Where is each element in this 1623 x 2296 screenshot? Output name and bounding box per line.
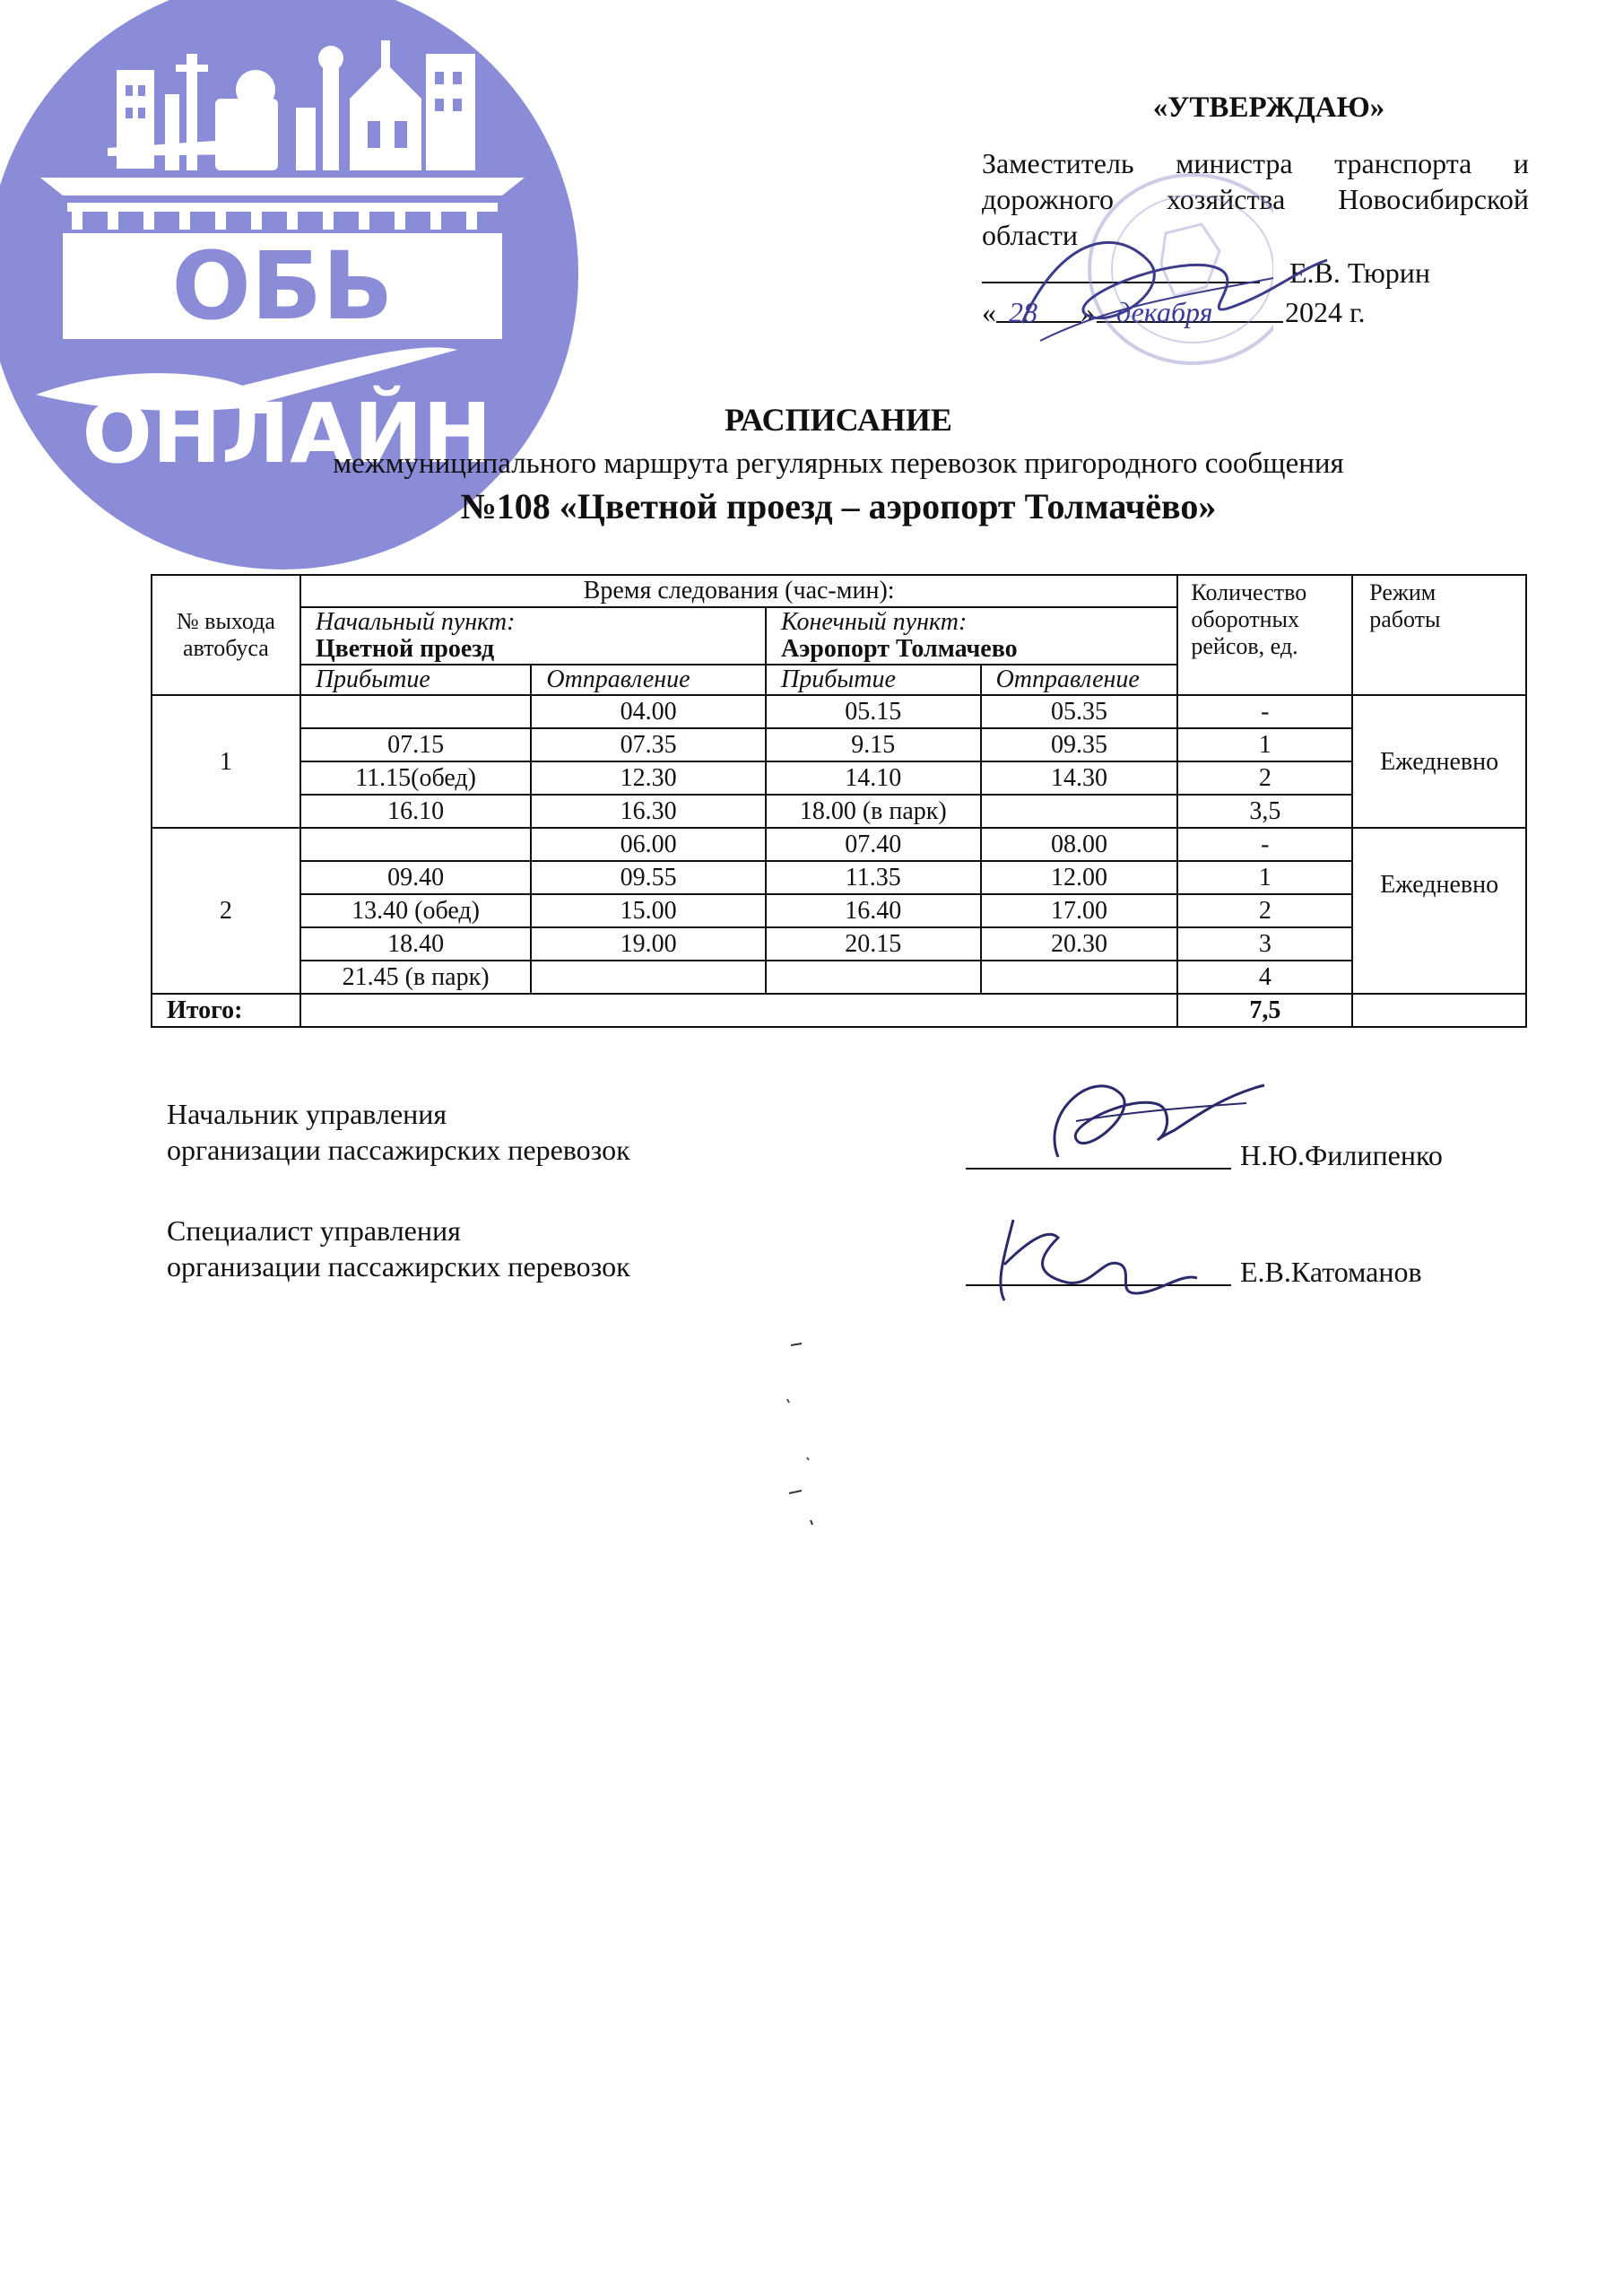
cell-departure-start: 07.35 xyxy=(531,728,766,761)
signatory-2-title: Специалист управления xyxy=(167,1214,461,1247)
work-mode: Ежедневно xyxy=(1352,828,1526,994)
signatory-1-signature xyxy=(1022,1058,1273,1175)
date-day: 28 xyxy=(1009,296,1037,328)
cell-departure-end: 08.00 xyxy=(981,828,1178,861)
table-row xyxy=(152,728,1526,761)
table-row xyxy=(152,894,1526,927)
approval-position-line2: дорожного хозяйства Новосибирской xyxy=(982,183,1529,215)
cell-trip-count: 2 xyxy=(1177,761,1352,795)
cell-arrival-start xyxy=(300,828,532,861)
cell-arrival-start: 13.40 (обед) xyxy=(300,894,532,927)
cell-departure-end: 20.30 xyxy=(981,927,1178,961)
cell-departure-end xyxy=(981,795,1178,828)
cell-departure-end: 17.00 xyxy=(981,894,1178,927)
cell-departure-start xyxy=(531,961,766,994)
cell-departure-start: 12.30 xyxy=(531,761,766,795)
header-work-mode: Режим работы xyxy=(1352,575,1526,695)
signatory-1-title: Начальник управления xyxy=(167,1098,447,1130)
cell-trip-count: 2 xyxy=(1177,894,1352,927)
approval-signer: Е.В. Тюрин xyxy=(1289,257,1430,289)
signatory-1-name: Н.Ю.Филипенко xyxy=(1240,1139,1443,1171)
cell-departure-end: 14.30 xyxy=(981,761,1178,795)
cell-departure-end: 09.35 xyxy=(981,728,1178,761)
document-title-block xyxy=(152,399,1524,530)
cell-departure-end: 12.00 xyxy=(981,861,1178,894)
document-title: РАСПИСАНИЕ xyxy=(725,402,952,438)
cell-arrival-start: 18.40 xyxy=(300,927,532,961)
svg-text:ОБЬ: ОБЬ xyxy=(171,231,394,341)
table-row xyxy=(152,695,1526,728)
work-mode: Ежедневно xyxy=(1352,695,1526,828)
document-subtitle: межмуниципального маршрута регулярных перевозок пригородного сообщения xyxy=(333,448,1344,480)
bus-number: 1 xyxy=(152,695,300,828)
date-year: 2024 г. xyxy=(1285,296,1366,328)
cell-departure-start: 06.00 xyxy=(531,828,766,861)
date-open-quote: « xyxy=(982,296,996,328)
scan-marks xyxy=(771,1336,861,1543)
header-trip-count: Количество оборотных рейсов, ед. xyxy=(1177,575,1352,695)
cell-arrival-end xyxy=(766,961,981,994)
cell-arrival-start: 11.15(обед) xyxy=(300,761,532,795)
header-start-point xyxy=(300,607,766,665)
date-close-quote: » xyxy=(1081,296,1095,328)
signatory-2-position xyxy=(167,1213,630,1284)
approval-signature xyxy=(1004,206,1345,359)
bus-number: 2 xyxy=(152,828,300,994)
end-point-name: Аэропорт Толмачево xyxy=(780,635,1018,663)
cell-arrival-start: 07.15 xyxy=(300,728,532,761)
header-arrival-end: Прибытие xyxy=(766,665,981,695)
cell-trip-count: - xyxy=(1177,828,1352,861)
cell-arrival-end: 9.15 xyxy=(766,728,981,761)
signatory-2-name: Е.В.Катоманов xyxy=(1240,1256,1422,1288)
signatory-1-position xyxy=(167,1096,630,1168)
total-row xyxy=(152,994,1526,1027)
cell-departure-start: 16.30 xyxy=(531,795,766,828)
cell-arrival-start xyxy=(300,695,532,728)
header-end-point xyxy=(766,607,1177,665)
end-point-label: Конечный пункт: xyxy=(780,608,968,636)
cell-departure-start: 15.00 xyxy=(531,894,766,927)
table-row xyxy=(152,828,1526,861)
table-row xyxy=(152,961,1526,994)
header-departure-start: Отправление xyxy=(531,665,766,695)
cell-trip-count: - xyxy=(1177,695,1352,728)
signatory-1-department: организации пассажирских перевозок xyxy=(167,1134,630,1166)
header-arrival-start: Прибытие xyxy=(300,665,532,695)
cell-trip-count: 3 xyxy=(1177,927,1352,961)
table-row xyxy=(152,927,1526,961)
signatory-2-signature xyxy=(968,1202,1202,1318)
cell-trip-count: 1 xyxy=(1177,728,1352,761)
signatory-2-department: организации пассажирских перевозок xyxy=(167,1250,630,1283)
cell-trip-count: 4 xyxy=(1177,961,1352,994)
cell-departure-end xyxy=(981,961,1178,994)
header-travel-time: Время следования (час-мин): xyxy=(300,575,1178,607)
cell-departure-start: 04.00 xyxy=(531,695,766,728)
cell-arrival-start: 21.45 (в парк) xyxy=(300,961,532,994)
cell-arrival-end: 07.40 xyxy=(766,828,981,861)
table-row xyxy=(152,861,1526,894)
table-row xyxy=(152,761,1526,795)
cell-trip-count: 3,5 xyxy=(1177,795,1352,828)
cell-arrival-end: 16.40 xyxy=(766,894,981,927)
cell-arrival-start: 16.10 xyxy=(300,795,532,828)
approval-position-line1: Заместитель министра транспорта и xyxy=(982,147,1529,179)
cell-trip-count: 1 xyxy=(1177,861,1352,894)
cell-departure-start: 09.55 xyxy=(531,861,766,894)
schedule-table xyxy=(151,574,1527,1028)
total-value: 7,5 xyxy=(1177,994,1352,1027)
header-exit-number: № выхода автобуса xyxy=(152,575,300,695)
svg-text:ОНЛАЙН: ОНЛАЙН xyxy=(82,386,492,482)
cell-arrival-end: 20.15 xyxy=(766,927,981,961)
date-month: декабря xyxy=(1116,296,1213,328)
start-point-label: Начальный пункт: xyxy=(315,608,516,636)
cell-arrival-end: 11.35 xyxy=(766,861,981,894)
cell-arrival-start: 09.40 xyxy=(300,861,532,894)
cell-departure-end: 05.35 xyxy=(981,695,1178,728)
cell-arrival-end: 14.10 xyxy=(766,761,981,795)
header-departure-end: Отправление xyxy=(981,665,1178,695)
start-point-name: Цветной проезд xyxy=(315,635,495,663)
approval-position-line3: области xyxy=(982,219,1078,251)
table-row xyxy=(152,795,1526,828)
approval-heading: «УТВЕРЖДАЮ» xyxy=(1152,91,1385,124)
cell-arrival-end: 05.15 xyxy=(766,695,981,728)
route-title: №108 «Цветной проезд – аэропорт Толмачёво» xyxy=(460,486,1217,526)
cell-departure-start: 19.00 xyxy=(531,927,766,961)
cell-arrival-end: 18.00 (в парк) xyxy=(766,795,981,828)
total-label: Итого: xyxy=(152,994,300,1027)
